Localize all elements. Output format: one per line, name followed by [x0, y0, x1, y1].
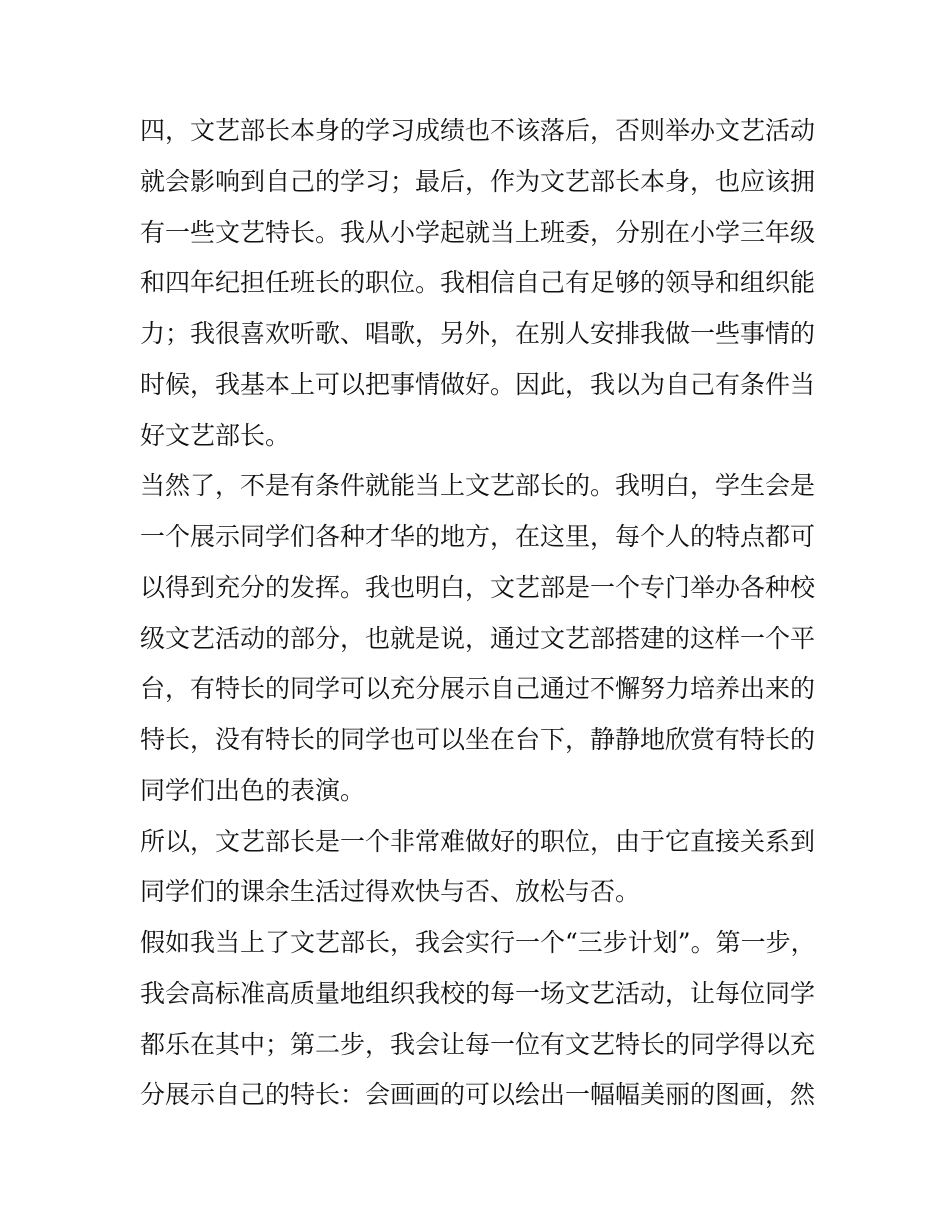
text-line: 我会高标准高质量地组织我校的每一场文艺活动，让每位同学 — [140, 978, 816, 1008]
text-line: 分展示自己的特长：会画画的可以绘出一幅幅美丽的图画，然 — [140, 1080, 816, 1110]
document-body-text — [140, 106, 820, 1121]
text-line: 四，文艺部长本身的学习成绩也不该落后，否则举办文艺活动 — [140, 116, 816, 145]
text-line: 好文艺部长。 — [140, 420, 291, 450]
text-line: 同学们的课余生活过得欢快与否、放松与否。 — [140, 877, 641, 907]
text-line: 以得到充分的发挥。我也明白，文艺部是一个专门举办各种校 — [140, 572, 816, 602]
text-line: 特长，没有特长的同学也可以坐在台下，静静地欣赏有特长的 — [140, 725, 816, 754]
text-line: 时候，我基本上可以把事情做好。因此，我以为自己有条件当 — [140, 369, 816, 399]
text-line: 当然了，不是有条件就能当上文艺部长的。我明白，学生会是 — [140, 471, 816, 501]
text-line: 和四年纪担任班长的职位。我相信自己有足够的领导和组织能 — [140, 268, 816, 298]
text-line: 假如我当上了文艺部长，我会实行一个“三步计划”。第一步， — [140, 928, 816, 957]
text-line: 所以，文艺部长是一个非常难做好的职位，由于它直接关系到 — [140, 826, 816, 856]
text-line: 同学们出色的表演。 — [140, 775, 366, 805]
text-line: 一个展示同学们各种才华的地方，在这里，每个人的特点都可 — [140, 522, 816, 551]
text-line: 台，有特长的同学可以充分展示自己通过不懈努力培养出来的 — [140, 674, 816, 704]
text-line: 力；我很喜欢听歌、唱歌，另外，在别人安排我做一些事情的 — [140, 319, 816, 348]
text-line: 级文艺活动的部分，也就是说，通过文艺部搭建的这样一个平 — [140, 623, 816, 653]
text-line: 就会影响到自己的学习；最后，作为文艺部长本身，也应该拥 — [140, 166, 816, 196]
text-line: 有一些文艺特长。我从小学起就当上班委，分别在小学三年级 — [140, 217, 816, 247]
text-line: 都乐在其中；第二步，我会让每一位有文艺特长的同学得以充 — [140, 1029, 816, 1059]
